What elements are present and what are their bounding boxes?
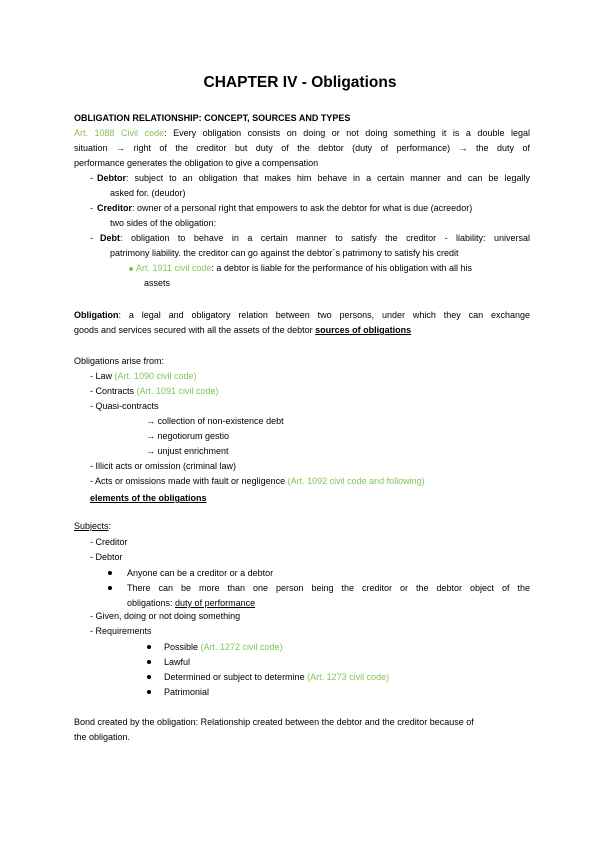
source-label: - Law xyxy=(90,371,115,381)
article-ref: (Art. 1091 civil code) xyxy=(136,386,219,396)
article-ref: Art. 1911 civil code xyxy=(136,263,212,273)
term: Debt xyxy=(100,233,120,243)
article-ref: (Art. 1090 civil code) xyxy=(114,371,197,381)
debt-sub-line-2: assets xyxy=(144,278,171,288)
subject-bullet-1: Anyone can be a creditor or a debtor xyxy=(127,568,274,578)
source-contracts xyxy=(90,385,219,397)
requirement-label: Determined or subject to determine xyxy=(164,672,308,682)
article-ref: Art. 1088 Civil code xyxy=(74,128,165,138)
subject-given: - Given, doing or not doing something xyxy=(90,611,241,621)
obligation-line-2 xyxy=(74,324,411,336)
definition-cont: goods and services secured with all the assets of the debtor xyxy=(74,325,316,335)
quasi-item: → negotiorum gestio xyxy=(146,431,230,441)
creditor-line-2: two sides of the obligation: xyxy=(110,218,217,228)
subject-bullet-2-line-2 xyxy=(127,597,255,609)
bullet-icon xyxy=(129,267,133,271)
source-fault xyxy=(90,475,425,487)
intro-line-1 xyxy=(74,127,530,139)
subject-requirements: - Requirements xyxy=(90,626,152,636)
bond-line-2: the obligation. xyxy=(74,732,131,742)
duty-of-performance-link[interactable]: duty of performance xyxy=(175,598,256,608)
article-ref: (Art. 1092 civil code and following) xyxy=(287,476,425,486)
dash: - xyxy=(90,203,93,213)
debtor-line-2: asked for. (deudor) xyxy=(110,188,186,198)
debtor-line-1 xyxy=(97,172,530,184)
dash: - xyxy=(90,233,93,243)
subjects-title: Subjects xyxy=(74,521,109,531)
bullet-text: obligations: xyxy=(127,598,176,608)
intro-line-3: performance generates the obligation to give a compensation xyxy=(74,158,319,168)
page-title: CHAPTER IV - Obligations xyxy=(203,74,397,91)
debt-line-2: patrimony liability. the creditor can go against the debtor´s patrimony to satisfy his credit xyxy=(110,248,459,258)
elements-link[interactable]: elements of the obligations xyxy=(90,493,207,503)
source-law xyxy=(90,370,197,382)
bond-line-1: Bond created by the obligation: Relationship created between the debtor and the creditor because of xyxy=(74,717,474,727)
debt-line-1 xyxy=(100,232,530,244)
dash: - xyxy=(90,173,93,183)
requirement-patrimonial: Patrimonial xyxy=(164,687,210,697)
bullet-icon xyxy=(147,660,151,664)
obligation-line-1 xyxy=(74,309,530,321)
bullet-icon xyxy=(108,571,112,575)
requirement-lawful: Lawful xyxy=(164,657,191,667)
definition: : owner of a personal right that empowers to ask the debtor for what is due (acreedor) xyxy=(132,203,473,213)
article-ref: (Art. 1272 civil code) xyxy=(200,642,283,652)
sources-intro: Obligations arise from: xyxy=(74,356,165,366)
intro-text: : Every obligation consists on doing or not doing something it is a double legal xyxy=(164,128,530,138)
article-ref: (Art. 1273 civil code) xyxy=(307,672,390,682)
quasi-item: → unjust enrichment xyxy=(146,446,229,456)
colon: : xyxy=(108,521,112,531)
term: Debtor xyxy=(97,173,126,183)
sub-text: : a debtor is liable for the performance of his obligation with all his xyxy=(211,263,473,273)
subjects-heading xyxy=(74,520,111,532)
term: Creditor xyxy=(97,203,133,213)
intro-line-2: situation → right of the creditor but duty of the debtor (duty of performance) → the duty of xyxy=(74,143,530,153)
subject-debtor: - Debtor xyxy=(90,552,123,562)
definition: : obligation to behave in a certain manner to satisfy the creditor - liability: universal xyxy=(120,233,530,243)
bullet-icon xyxy=(147,645,151,649)
definition: : subject to an obligation that makes him behave in a certain manner and can be legally xyxy=(126,173,530,183)
source-label: - Acts or omissions made with fault or negligence xyxy=(90,476,288,486)
source-quasi-contracts: - Quasi-contracts xyxy=(90,401,159,411)
source-label: - Contracts xyxy=(90,386,137,396)
term: Obligation xyxy=(74,310,119,320)
quasi-item: → collection of non-existence debt xyxy=(146,416,284,426)
requirement-label: Possible xyxy=(164,642,201,652)
sources-link[interactable]: sources of obligations xyxy=(315,325,412,335)
requirement-possible xyxy=(164,641,283,653)
bullet-icon xyxy=(147,690,151,694)
section-heading: OBLIGATION RELATIONSHIP: CONCEPT, SOURCES AND TYPES xyxy=(74,113,351,123)
creditor-line-1 xyxy=(97,202,472,214)
source-illicit: - Illicit acts or omission (criminal law) xyxy=(90,461,237,471)
requirement-determined xyxy=(164,671,389,683)
debt-sub-line-1 xyxy=(136,262,472,274)
definition: : a legal and obligatory relation between two persons, under which they can exchange xyxy=(118,310,530,320)
bullet-icon xyxy=(108,586,112,590)
subject-bullet-2-line-1: There can be more than one person being the creditor or the debtor object of the xyxy=(127,583,530,593)
bullet-icon xyxy=(147,675,151,679)
subject-creditor: - Creditor xyxy=(90,537,128,547)
